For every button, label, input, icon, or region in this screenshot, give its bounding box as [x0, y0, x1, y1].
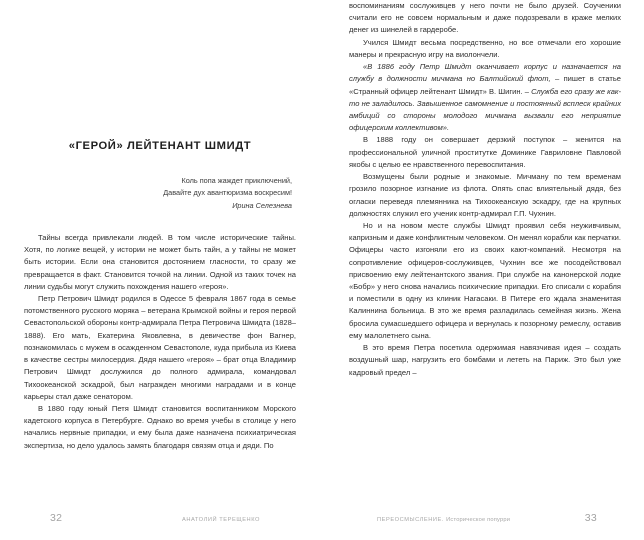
epigraph-line-1: Коль попа жаждет приключений,: [181, 176, 292, 186]
left-paragraph-1: Тайны всегда привлекали людей. В том числе исторические тайны. Хотя, по логике вещей, у истории не может быть тайн, а у тайны не может быть истории. Если она становится достоянием гласности, то сразу же превращается в факт. Становится точкой на линии. Одной из таких точек на линии судьбы могут служить похождения нашего «героя».: [24, 232, 296, 291]
running-head-section-sub: Историческое попурри: [446, 517, 511, 523]
running-head-section: [377, 517, 510, 523]
right-page-content: [349, 0, 621, 540]
quote-attribution-inline: – пишет в статье «Странный офицер лейтенант Шмидт» В. Шигин. –: [349, 74, 621, 96]
right-paragraph-3-quote: [349, 61, 621, 134]
quote-part-2: Служба его сразу же как-то не заладилось. Завышенное самомнение и постоянный всплеск крайних амбиций со стороны молодого мичмана вызвали его неприятие офицерским коллективом».: [349, 86, 621, 133]
quote-part-1: «В 1886 году Петр Шмидт оканчивает корпус и назначается на службу в должности мичмана но Балтийский флот,: [349, 62, 621, 84]
running-head-section-main: ПЕРЕОСМЫСЛЕНИЕ.: [377, 517, 444, 523]
right-page-footer: [349, 512, 621, 524]
right-paragraph-5: Возмущены были родные и знакомые. Мичману по тем временам грозило позорное изгнание из флота. Опять спас влиятельный дядя, без огласки переведя племянника на Тихоокеанскую эскадру, где на крупных должностях служил его ученик контр-адмирал Г.П. Чухнин.: [349, 172, 621, 218]
folio-left: 32: [50, 512, 63, 524]
right-paragraph-7: В это время Петра посетила одержимая навязчивая идея – создать воздушный шар, нагрузить его бомбами и лететь на Париж. Это был уже кадровый предел –: [349, 343, 621, 377]
left-page-content: [24, 0, 296, 540]
right-paragraph-6: Но и на новом месте службы Шмидт проявил себя неуживчивым, капризным и даже конфликтным человеком. Он менял корабли как перчатки. Офицеры часто изгоняли его из своих кают-компаний. Несмотря на сопротивление офицеров-сослуживцев, Чухнин все же посодействовал присвоению ему лейтенантского звания. При службе на канонерской лодке «Бобр» у него снова начались психические припадки. Его списали с корабля и поместили в одну из клиник Нагасаки. В Питере его ждала знаменитая Калиннина больница. В это же время разладилась семейная жизнь. Жена бросила сумасшедшего офицера и вернулась к позорному ремеслу, оставив ему малолетнего сына.: [349, 220, 621, 340]
right-paragraph-1: воспоминаниям сослуживцев у него почти не было друзей. Соученики считали его не совсем нормальным и даже подозревали в краже мелких денег из шинелей в гардеробе.: [349, 1, 621, 35]
right-paragraph-4: В 1888 году он совершает дерзкий поступок – женится на профессиональной уличной проститутке Доминике Гавриловне Павловой якобы с целью ее нравственного перевоспитания.: [349, 135, 621, 169]
running-head-author: АНАТОЛИЙ ТЕРЕЩЕНКО: [182, 517, 260, 523]
left-paragraph-3: В 1880 году юный Петя Шмидт становится воспитанником Морского кадетского корпуса в Петербурге. Однако во время учебы в столице у него начались нервные припадки, и ему была даже назначена психиатрическая экспертиза, но дело удалось замять благодаря связям отца и дяди. По: [24, 403, 296, 450]
right-paragraph-2: Учился Шмидт весьма посредственно, но все отмечали его хорошие манеры и прекрасную игру на виолончели.: [349, 37, 621, 59]
chapter-top-spacer: [24, 0, 296, 140]
epigraph-author: Ирина Селезнева: [232, 201, 292, 211]
folio-right: 33: [584, 512, 597, 524]
epigraph-line-2: Давайте дух авантюризма воскресим!: [163, 188, 292, 198]
right-page: [322, 0, 644, 540]
epigraph: [24, 175, 292, 211]
left-page-footer: [24, 512, 296, 524]
left-paragraph-2: Петр Петрович Шмидт родился в Одессе 5 февраля 1867 года в семье потомственного русского моряка – ветерана Крымской войны и героя первой Севастопольской обороны контр-адмирала Петра Петровича Шмидта (1828–1888). Его мать, Екатерина Яковлевна, в девичестве фон Вагнер, познакомилась с мужем в осажденном Севастополе, куда прибыла из Киева в качестве сестры милосердия. Дядя нашего «героя» – брат отца Владимир Петрович Шмидт дослужился до полного адмирала, командовал Тихоокеанской эскадрой, был награжден многими наградами и в конце карьеры стал даже сенатором.: [24, 293, 296, 401]
chapter-title: «ГЕРОЙ» ЛЕЙТЕНАНТ ШМИДТ: [68, 140, 252, 152]
